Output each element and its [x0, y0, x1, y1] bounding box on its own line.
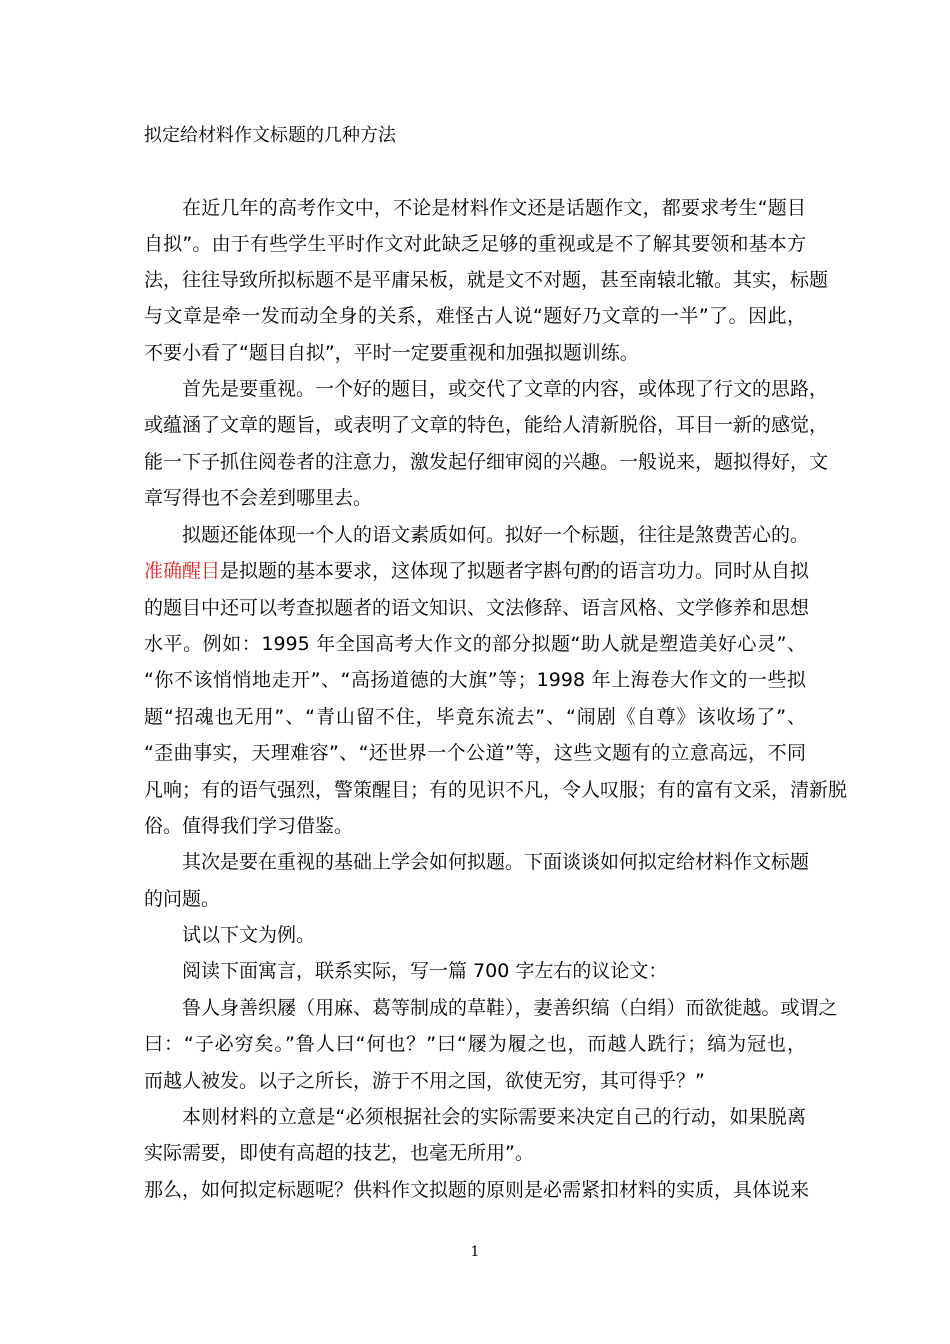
- paragraph-line: 或蕴涵了文章的题旨，或表明了文章的特色，能给人清新脱俗，耳目一新的感觉，: [144, 414, 829, 436]
- paragraph-line: “歪曲事实，天理难容”、“还世界一个公道”等，这些文题有的立意高远，不同: [144, 742, 806, 764]
- highlight-phrase: 准确醒目: [144, 560, 221, 582]
- paragraph-line: 自拟”。由于有些学生平时作文对此缺乏足够的重视或是不了解其要领和基本方: [144, 233, 806, 255]
- paragraph-line: 题“招魂也无用”、“青山留不住，毕竟东流去”、“闹剧《自尊》该收场了”、: [144, 706, 806, 728]
- paragraph-line: 曰：“子必穷矣。”鲁人曰“何也？”曰“屦为履之也，而越人跣行；缟为冠也，: [144, 1033, 806, 1055]
- paragraph-line: 阅读下面寓言，联系实际，写一篇 700 字左右的议论文：: [182, 960, 668, 982]
- paragraph-line: 试以下文为例。: [182, 924, 316, 946]
- line-text: 是拟题的基本要求，这体现了拟题者字斟句酌的语言功力。同时从自拟: [220, 560, 810, 582]
- paragraph-line: 的题目中还可以考查拟题者的语文知识、文法修辞、语言风格、文学修养和思想: [144, 597, 810, 619]
- paragraph-line: 其次是要在重视的基础上学会如何拟题。下面谈谈如何拟定给材料作文标题: [182, 851, 810, 873]
- paragraph-line: 在近几年的高考作文中，不论是材料作文还是话题作文，都要求考生“题目: [182, 197, 806, 219]
- paragraph-line: 本则材料的立意是“必须根据社会的实际需要来决定自己的行动，如果脱离: [182, 1106, 806, 1128]
- paragraph-line: 凡响；有的语气强烈，警策醒目；有的见识不凡，令人叹服；有的富有文采，清新脱: [144, 779, 848, 801]
- paragraph-line: 水平。例如：1995 年全国高考大作文的部分拟题“助人就是塑造美好心灵”、: [144, 633, 806, 655]
- paragraph-line: 首先是要重视。一个好的题目，或交代了文章的内容，或体现了行文的思路，: [182, 378, 829, 400]
- paragraph-line: 能一下子抓住阅卷者的注意力，激发起仔细审阅的兴趣。一般说来，题拟得好，文: [144, 451, 829, 473]
- paragraph-line: 实际需要，即使有高超的技艺，也毫无所用”。: [144, 1142, 534, 1164]
- paragraph-line: “你不该悄悄地走开”、“高扬道德的大旗”等；1998 年上海卷大作文的一些拟: [144, 669, 806, 691]
- paragraph-line-highlight: [144, 557, 810, 585]
- page-number: 1: [470, 1244, 480, 1260]
- paragraph-line: 而越人被发。以子之所长，游于不用之国，欲使无穷，其可得乎？”: [144, 1070, 705, 1092]
- paragraph-line: 那么，如何拟定标题呢？供料作文拟题的原则是必需紧扣材料的实质，具体说来: [144, 1179, 810, 1201]
- document-title: 拟定给材料作文标题的几种方法: [144, 125, 396, 146]
- paragraph-line: 拟题还能体现一个人的语文素质如何。拟好一个标题，往往是煞费苦心的。: [182, 524, 810, 546]
- paragraph-line: 法，往往导致所拟标题不是平庸呆板，就是文不对题，甚至南辕北辙。其实，标题: [144, 269, 829, 291]
- paragraph-line: 与文章是牵一发而动全身的关系，难怪古人说“题好乃文章的一半”了。因此，: [144, 305, 806, 327]
- paragraph-line: 不要小看了“题目自拟”，平时一定要重视和加强拟题训练。: [144, 342, 639, 364]
- paragraph-line: 章写得也不会差到哪里去。: [144, 487, 373, 509]
- paragraph-line: 俗。值得我们学习借鉴。: [144, 815, 354, 837]
- paragraph-line: 的问题。: [144, 888, 221, 910]
- paragraph-line: 鲁人身善织屦（用麻、葛等制成的草鞋），妻善织缟（白绢）而欲徙越。或谓之: [182, 997, 838, 1019]
